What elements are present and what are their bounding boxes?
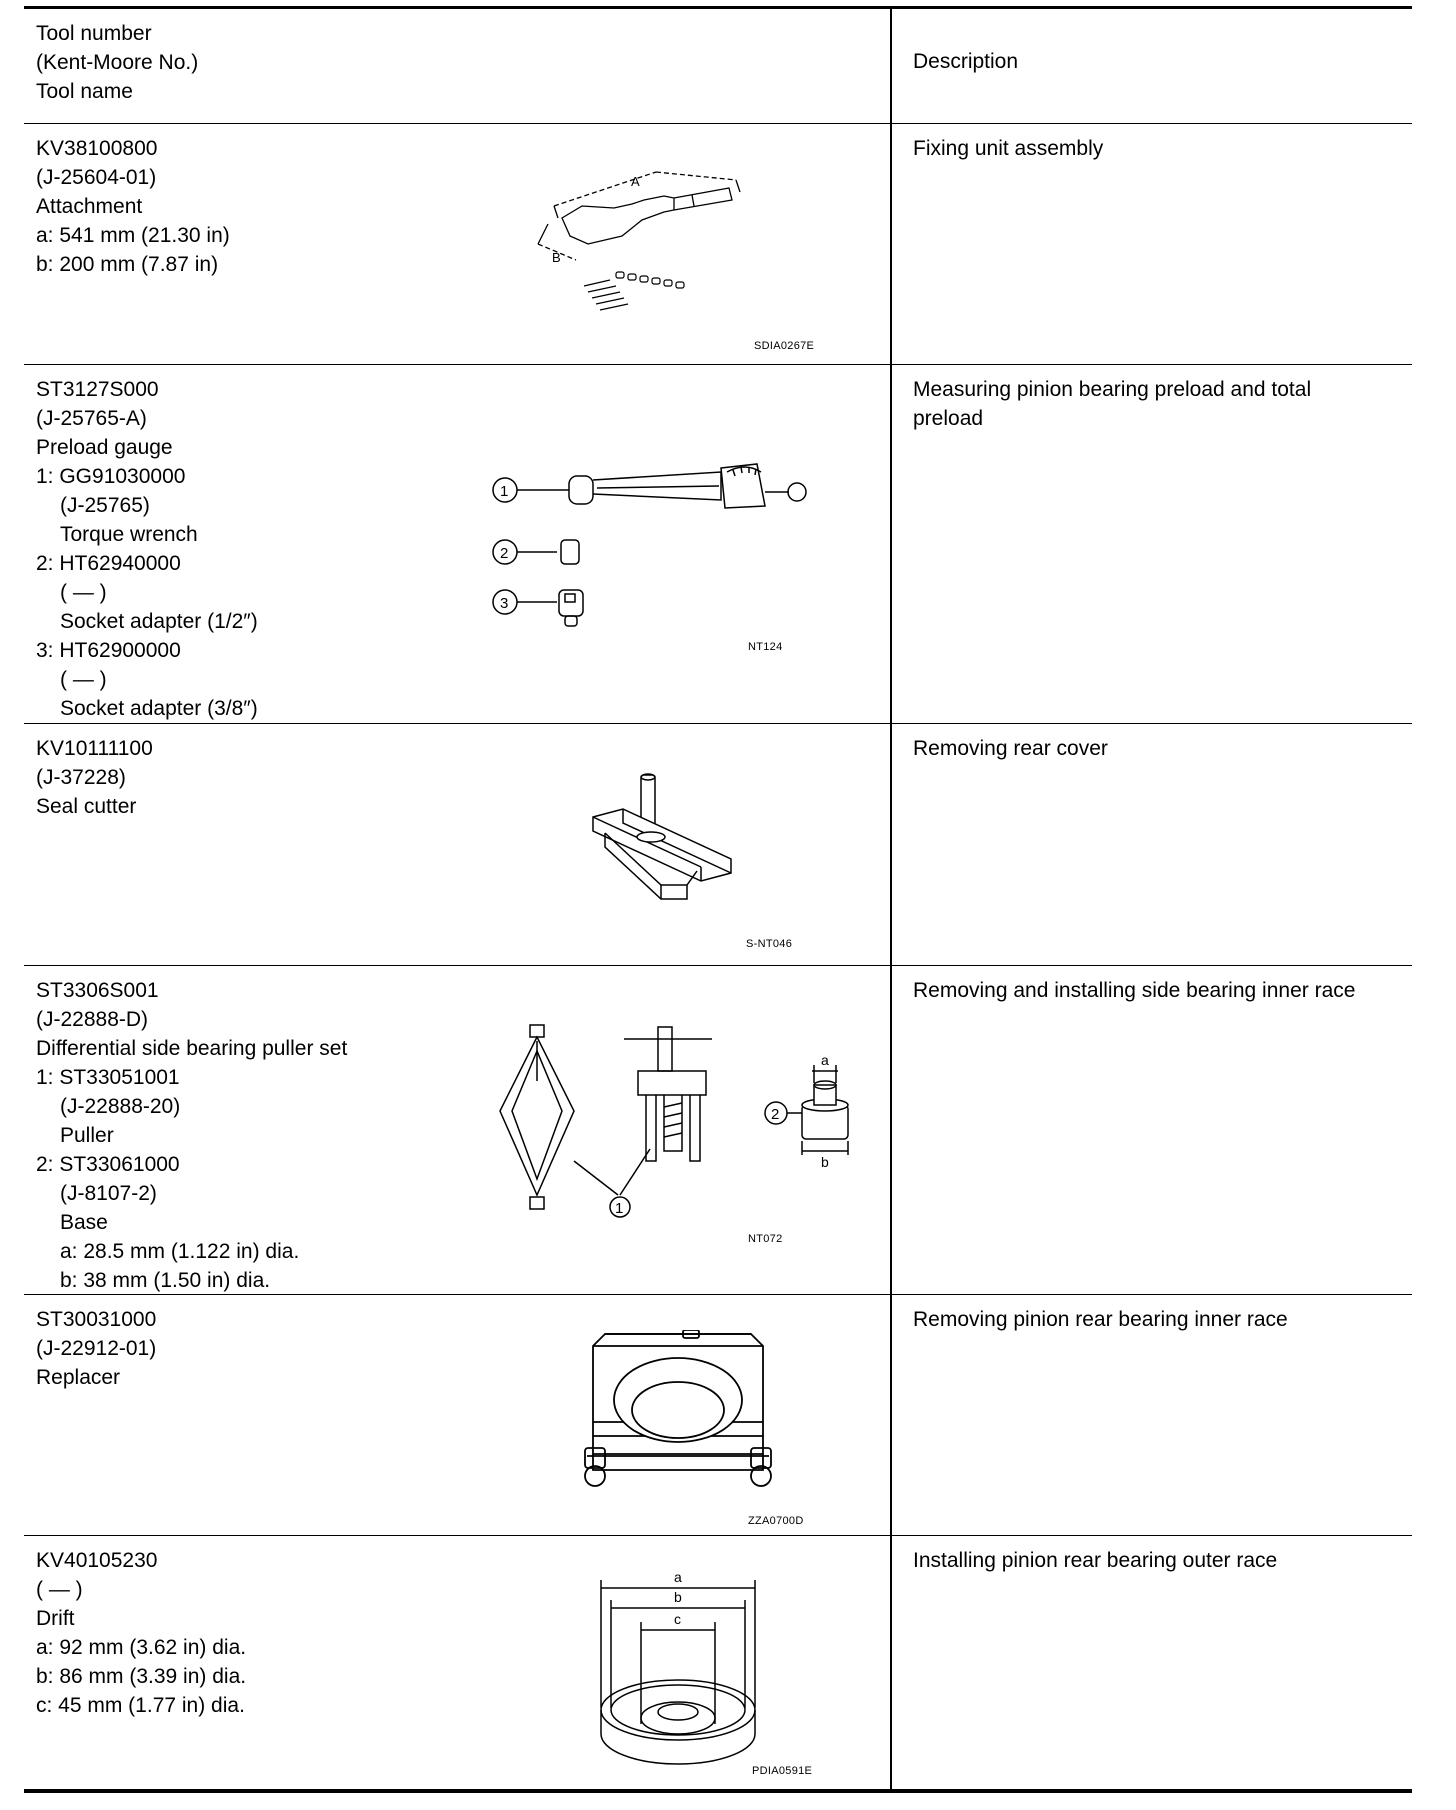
dimension-a: a: 541 mm (21.30 in) <box>36 224 230 247</box>
header-tool-name: Tool name <box>36 80 133 103</box>
seal-cutter-illustration <box>589 769 759 919</box>
tool-info <box>36 1546 496 1720</box>
figure-label-c: c <box>674 1611 681 1627</box>
tool-name: Attachment <box>36 195 143 218</box>
figure-label-a: A <box>631 174 640 189</box>
tool-description: Removing rear cover <box>913 737 1108 760</box>
kent-moore-number: (J-25604-01) <box>36 166 157 189</box>
header-description: Description <box>913 50 1019 73</box>
figure-label-b: b <box>674 1589 682 1605</box>
figure-code: PDIA0591E <box>752 1765 813 1777</box>
tool-number: ST3306S001 <box>36 979 159 1002</box>
tool-number: KV10111100 <box>36 737 153 760</box>
figure-code: ZZA0700D <box>748 1515 804 1527</box>
kent-moore-number: (J-37228) <box>36 766 126 789</box>
figure-label-2: 2 <box>500 545 509 562</box>
part-2-name: Base <box>60 1211 108 1234</box>
figure-label-1: 1 <box>615 1200 624 1217</box>
figure-code: NT072 <box>748 1233 783 1245</box>
part-3-kent-moore: ( — ) <box>60 668 107 691</box>
table-row <box>24 1536 1412 1789</box>
tool-number: ST30031000 <box>36 1308 157 1331</box>
figure-code: S-NT046 <box>746 938 793 950</box>
dimension-a: a: 28.5 mm (1.122 in) dia. <box>60 1240 300 1263</box>
part-1-name: Torque wrench <box>60 523 198 546</box>
part-3-name: Socket adapter (3/8″) <box>60 697 258 720</box>
part-2-name: Socket adapter (1/2″) <box>60 610 258 633</box>
header-kent-moore: (Kent-Moore No.) <box>36 51 199 74</box>
part-1-name: Puller <box>60 1124 114 1147</box>
table-row <box>24 1295 1412 1536</box>
figure-label-3: 3 <box>500 595 509 612</box>
dimension-a: a: 92 mm (3.62 in) dia. <box>36 1636 247 1659</box>
dimension-b: b: 200 mm (7.87 in) <box>36 253 219 276</box>
tool-name: Replacer <box>36 1366 121 1389</box>
part-2-number: 2: ST33061000 <box>36 1153 180 1176</box>
tool-name: Preload gauge <box>36 436 173 459</box>
figure-code: NT124 <box>748 641 783 653</box>
tool-description: Installing pinion rear bearing outer race <box>913 1549 1278 1572</box>
drift-illustration <box>579 1558 779 1778</box>
figure-label-1: 1 <box>500 483 509 500</box>
figure-code: SDIA0267E <box>754 340 815 352</box>
tool-name: Differential side bearing puller set <box>36 1037 348 1060</box>
figure-label-a: a <box>674 1569 682 1585</box>
table-row <box>24 966 1412 1295</box>
header-tool-column <box>36 19 496 106</box>
dimension-b: b: 86 mm (3.39 in) dia. <box>36 1665 247 1688</box>
table-header-row <box>24 9 1412 124</box>
header-tool-number: Tool number <box>36 22 152 45</box>
tool-info <box>36 1305 496 1392</box>
dimension-c: c: 45 mm (1.77 in) dia. <box>36 1694 245 1717</box>
preload-gauge-illustration <box>489 450 879 650</box>
tool-description: Removing and installing side bearing inner race <box>913 979 1356 1002</box>
tool-info <box>36 976 496 1295</box>
kent-moore-number: ( — ) <box>36 1578 83 1601</box>
kent-moore-number: (J-22888-D) <box>36 1008 149 1031</box>
figure-label-a: a <box>821 1052 829 1068</box>
tool-name: Drift <box>36 1607 75 1630</box>
table-row <box>24 124 1412 365</box>
bearing-puller-illustration <box>494 1021 874 1251</box>
figure-label-b: B <box>552 250 561 265</box>
part-1-kent-moore: (J-25765) <box>60 494 150 517</box>
part-1-kent-moore: (J-22888-20) <box>60 1095 181 1118</box>
tool-number: KV40105230 <box>36 1549 158 1572</box>
part-2-kent-moore: (J-8107-2) <box>60 1182 157 1205</box>
part-2-kent-moore: ( — ) <box>60 581 107 604</box>
kent-moore-number: (J-25765-A) <box>36 407 147 430</box>
replacer-illustration <box>579 1330 779 1505</box>
tool-number: ST3127S000 <box>36 378 159 401</box>
part-1-number: 1: ST33051001 <box>36 1066 180 1089</box>
table-bottom-rule <box>24 1789 1412 1793</box>
kent-moore-number: (J-22912-01) <box>36 1337 157 1360</box>
table-row <box>24 365 1412 724</box>
tool-name: Seal cutter <box>36 795 137 818</box>
part-1-number: 1: GG91030000 <box>36 465 186 488</box>
tool-number: KV38100800 <box>36 137 158 160</box>
tool-info <box>36 734 496 821</box>
tool-description: Measuring pinion bearing preload and total preload <box>913 378 1312 430</box>
table-row <box>24 724 1412 966</box>
tool-info <box>36 134 496 279</box>
part-3-number: 3: HT62900000 <box>36 639 181 662</box>
tool-info <box>36 375 496 723</box>
tool-description: Removing pinion rear bearing inner race <box>913 1308 1288 1331</box>
figure-label-b: b <box>821 1154 829 1170</box>
attachment-illustration <box>524 146 764 316</box>
figure-label-2: 2 <box>771 1106 780 1123</box>
tool-description: Fixing unit assembly <box>913 137 1104 160</box>
dimension-b: b: 38 mm (1.50 in) dia. <box>60 1269 271 1292</box>
part-2-number: 2: HT62940000 <box>36 552 181 575</box>
